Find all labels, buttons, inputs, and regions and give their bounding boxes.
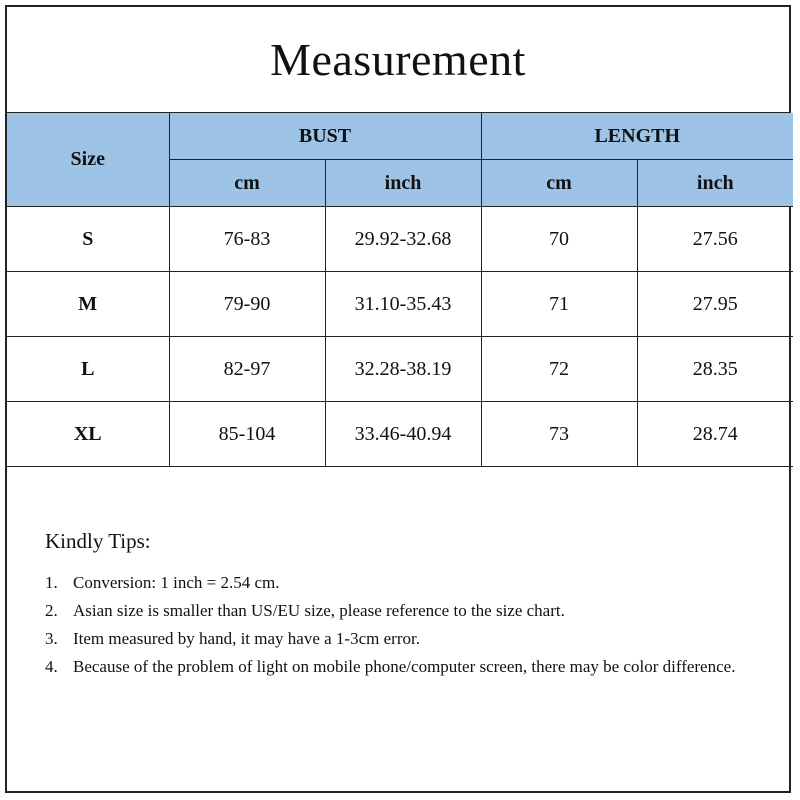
- list-item: [45, 569, 765, 597]
- list-item: [45, 597, 765, 625]
- size-cell: S: [7, 207, 169, 272]
- bust-cm-header: cm: [169, 160, 325, 207]
- bust-cm-cell: 79-90: [169, 272, 325, 337]
- length-cm-cell: 70: [481, 207, 637, 272]
- bust-inch-cell: 32.28-38.19: [325, 337, 481, 402]
- size-chart-frame: [5, 5, 791, 793]
- length-header: LENGTH: [481, 113, 793, 160]
- tip-number: 1.: [45, 573, 58, 592]
- tips-title: Kindly Tips:: [45, 529, 151, 553]
- tip-text: Conversion: 1 inch = 2.54 cm.: [73, 573, 280, 592]
- length-inch-cell: 27.95: [637, 272, 793, 337]
- length-inch-header: inch: [637, 160, 793, 207]
- table-row: [7, 402, 793, 467]
- length-inch-cell: 28.35: [637, 337, 793, 402]
- length-cm-header: cm: [481, 160, 637, 207]
- bust-inch-cell: 29.92-32.68: [325, 207, 481, 272]
- length-inch-cell: 27.56: [637, 207, 793, 272]
- tip-number: 3.: [45, 629, 58, 648]
- length-inch-cell: 28.74: [637, 402, 793, 467]
- size-cell: M: [7, 272, 169, 337]
- length-cm-cell: 71: [481, 272, 637, 337]
- bust-cm-cell: 85-104: [169, 402, 325, 467]
- bust-cm-cell: 82-97: [169, 337, 325, 402]
- bust-header: BUST: [169, 113, 481, 160]
- table-row: [7, 337, 793, 402]
- tip-number: 2.: [45, 601, 58, 620]
- page-title: Measurement: [7, 7, 789, 113]
- list-item: [45, 653, 765, 681]
- header-row-groups: [7, 113, 793, 160]
- list-item: [45, 625, 765, 653]
- tip-text: Item measured by hand, it may have a 1-3cm error.: [73, 629, 420, 648]
- tip-number: 4.: [45, 657, 58, 676]
- tips-section: [45, 527, 765, 681]
- table-row: [7, 272, 793, 337]
- length-cm-cell: 73: [481, 402, 637, 467]
- tips-list: [45, 569, 765, 681]
- size-header: Size: [7, 113, 169, 207]
- bust-inch-cell: 33.46-40.94: [325, 402, 481, 467]
- bust-inch-cell: 31.10-35.43: [325, 272, 481, 337]
- bust-cm-cell: 76-83: [169, 207, 325, 272]
- tip-text: Asian size is smaller than US/EU size, please reference to the size chart.: [73, 601, 565, 620]
- size-table: [7, 113, 793, 467]
- tip-text: Because of the problem of light on mobile phone/computer screen, there may be color difference.: [73, 657, 736, 676]
- table-row: [7, 207, 793, 272]
- size-cell: L: [7, 337, 169, 402]
- size-cell: XL: [7, 402, 169, 467]
- length-cm-cell: 72: [481, 337, 637, 402]
- bust-inch-header: inch: [325, 160, 481, 207]
